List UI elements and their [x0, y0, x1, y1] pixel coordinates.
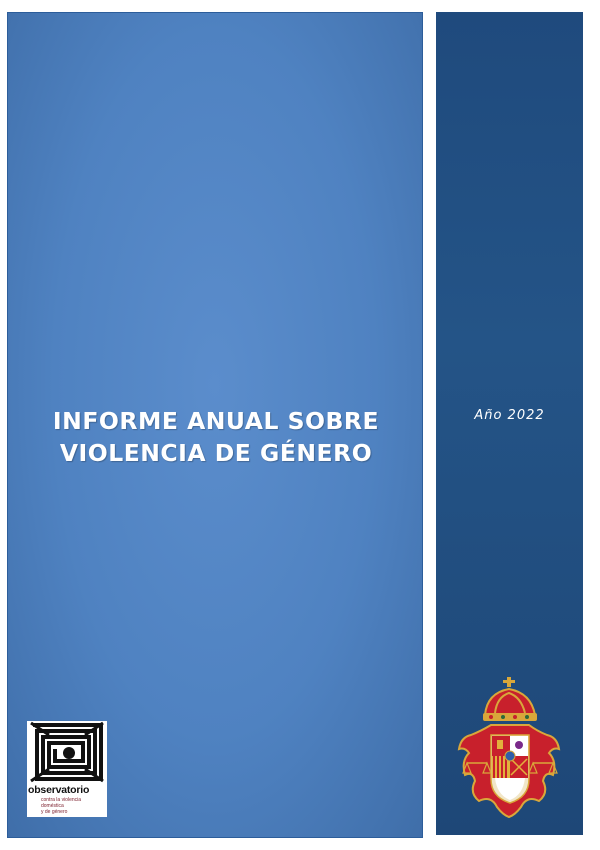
observatorio-subtitle-2: doméstica — [41, 803, 64, 809]
observatorio-subtitle-3: y de género — [41, 809, 68, 815]
report-title — [8, 405, 424, 469]
observatorio-name: observatorio — [28, 784, 90, 796]
cover-right-panel — [436, 12, 583, 835]
observatorio-subtitle-1: contra la violencia — [41, 797, 82, 803]
cover-left-panel — [7, 12, 423, 838]
observatorio-spiral-icon — [27, 721, 107, 783]
observatorio-logo — [27, 721, 107, 817]
report-title-line-1: INFORME ANUAL SOBRE — [52, 407, 380, 435]
cgpj-coat-of-arms-icon — [451, 675, 569, 825]
report-year: Año 2022 — [474, 408, 545, 423]
report-title-line-2: VIOLENCIA DE GÉNERO — [59, 439, 373, 467]
